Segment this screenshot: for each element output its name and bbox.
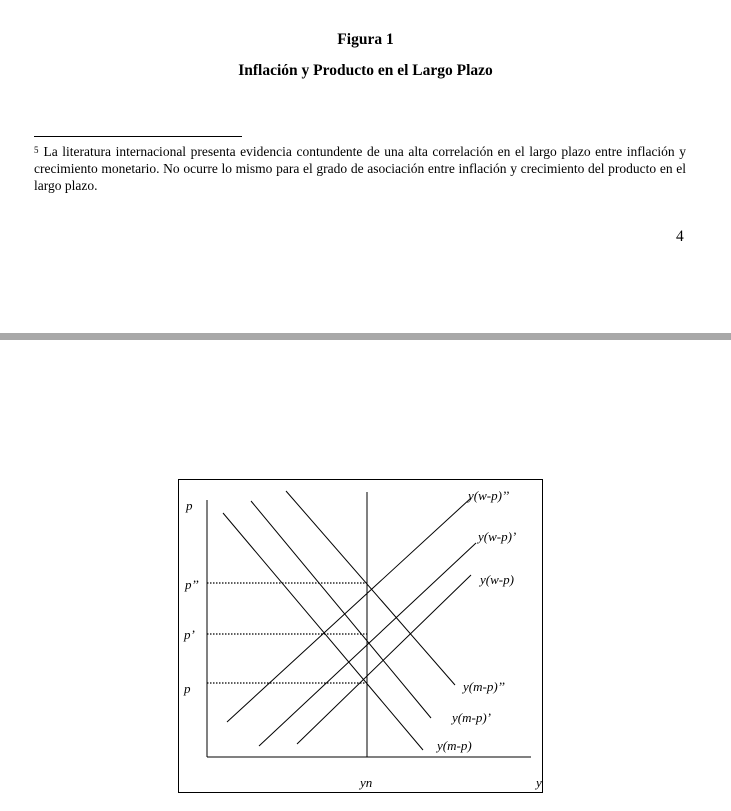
x-axis-label: y	[536, 775, 542, 790]
demand-label-d1: y(m-p)’	[452, 710, 491, 725]
price-label-p2: p’’	[185, 577, 199, 592]
potential-output-label: yn	[360, 775, 373, 790]
footnote-marker: 5	[34, 145, 39, 155]
page-break-bar	[0, 333, 731, 340]
price-output-diagram	[179, 480, 544, 794]
figure-title: Inflación y Producto en el Largo Plazo	[238, 62, 493, 79]
figure-frame	[178, 479, 543, 793]
supply-label-s0: y(w-p)	[480, 572, 514, 587]
demand-curve-d0	[223, 513, 423, 750]
page-number: 4	[676, 228, 684, 245]
demand-label-d2: y(m-p)’’	[463, 679, 505, 694]
footnote-separator	[34, 136, 242, 137]
price-label-p: p	[184, 681, 191, 696]
footnote-text: La literatura internacional presenta evidencia contundente de una alta correlación en el largo plazo entre inflación y crecimiento monetario. No ocurre lo mismo para el grado de asociación entre inflación y crecimiento del producto en el largo plazo.	[34, 144, 686, 193]
demand-label-d0: y(m-p)	[437, 738, 472, 753]
supply-label-s2: y(w-p)’’	[468, 488, 510, 503]
demand-curve-d2	[286, 491, 455, 685]
supply-label-s1: y(w-p)’	[478, 529, 517, 544]
figure-number: Figura 1	[337, 31, 394, 48]
supply-curve-s0	[297, 575, 471, 744]
y-axis-label: p	[186, 498, 193, 513]
price-label-p1: p’	[184, 627, 195, 642]
footnote	[34, 143, 686, 194]
demand-curve-d1	[251, 501, 431, 718]
